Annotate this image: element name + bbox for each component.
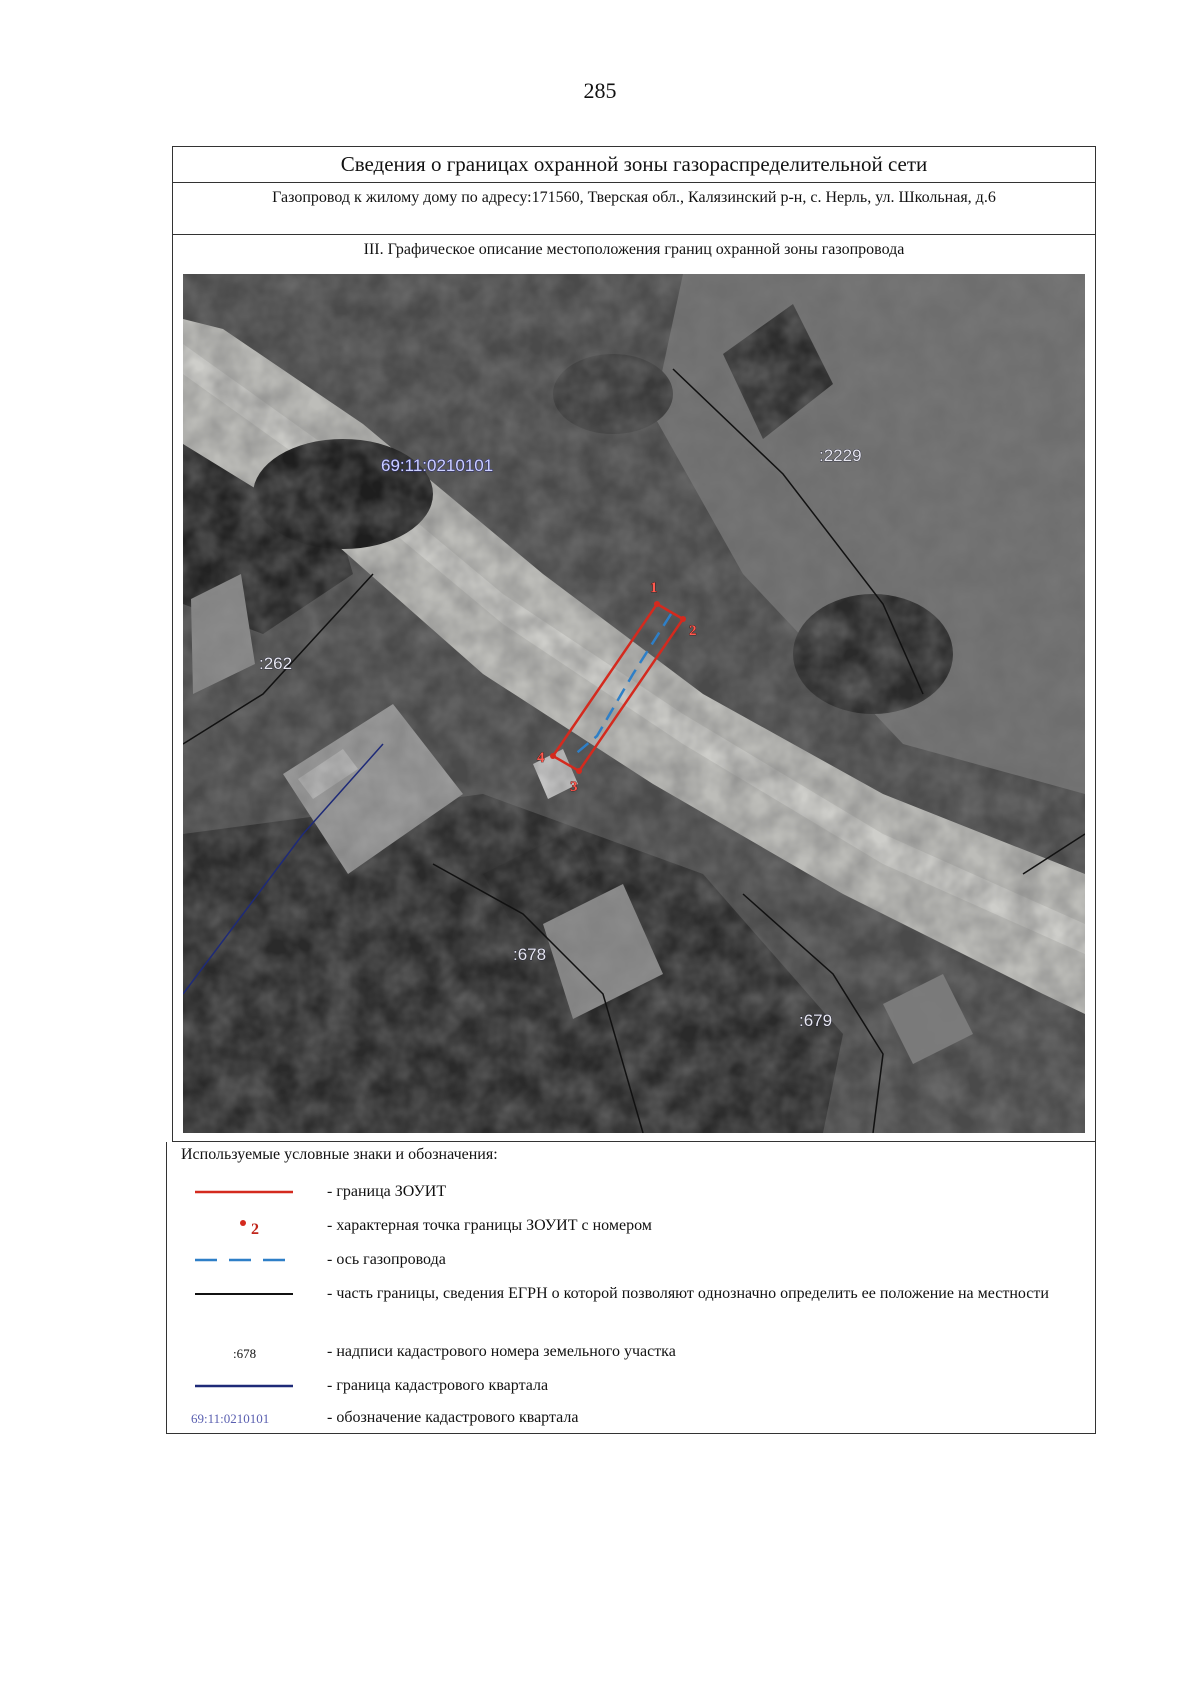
section-title: III. Графическое описание местоположения границ охранной зоны газопровода: [363, 241, 905, 258]
navy-line-symbol: [181, 1374, 321, 1398]
parcel-label-2229: :2229: [819, 446, 862, 465]
legend-text: - граница кадастрового квартала: [327, 1377, 549, 1394]
document-title: Сведения о границах охранной зоны газораспределительной сети: [173, 147, 1095, 183]
zouit-point-label-2: 2: [689, 623, 697, 639]
quarter-symbol-label: 69:11:0210101: [191, 1411, 270, 1426]
zouit-point-2: [680, 616, 686, 622]
legend-text: - часть границы, сведения ЕГРН о которой позволяют однозначно определить ее положение на местности: [327, 1285, 1049, 1302]
blue-dashed-line-symbol: [181, 1248, 321, 1272]
page-number: 285: [583, 78, 617, 103]
legend-title: Используемые условные знаки и обозначения:: [181, 1146, 498, 1163]
map-texture: [183, 274, 1085, 1133]
zouit-point-4: [550, 753, 556, 759]
zouit-point-label-4: 4: [537, 750, 545, 766]
document-subtitle: Газопровод к жилому дому по адресу:171560, Тверская обл., Калязинский р-н, с. Нерль, ул. Школьная, д.6: [173, 183, 1095, 235]
legend-text: - обозначение кадастрового квартала: [327, 1409, 579, 1426]
legend: [166, 1142, 1096, 1434]
black-line-symbol: [181, 1282, 321, 1306]
point-symbol-label: 2: [251, 1221, 259, 1238]
quarter-label: 69:11:0210101: [381, 456, 494, 475]
zouit-point-1: [654, 601, 660, 607]
red-point-symbol: [181, 1214, 321, 1238]
parcel-label-262: :262: [259, 654, 293, 673]
legend-text: - ось газопровода: [327, 1251, 446, 1268]
document-frame: [172, 146, 1096, 1142]
zouit-point-label-3: 3: [570, 779, 578, 795]
quarter-label-symbol: [181, 1406, 321, 1430]
red-line-symbol: [181, 1180, 321, 1204]
parcel-label-679: :679: [799, 1011, 833, 1030]
parcel-label-symbol: [181, 1340, 321, 1364]
map-svg: [183, 274, 1085, 1133]
legend-text: - характерная точка границы ЗОУИТ с номером: [327, 1217, 652, 1234]
aerial-map: [183, 274, 1085, 1133]
parcel-label-678: :678: [513, 945, 547, 964]
parcel-symbol-label: :678: [233, 1346, 257, 1361]
zouit-point-3: [576, 768, 582, 774]
legend-text: - граница ЗОУИТ: [327, 1183, 447, 1200]
legend-text: - надписи кадастрового номера земельного участка: [327, 1343, 676, 1360]
zouit-point-label-1: 1: [650, 580, 658, 596]
